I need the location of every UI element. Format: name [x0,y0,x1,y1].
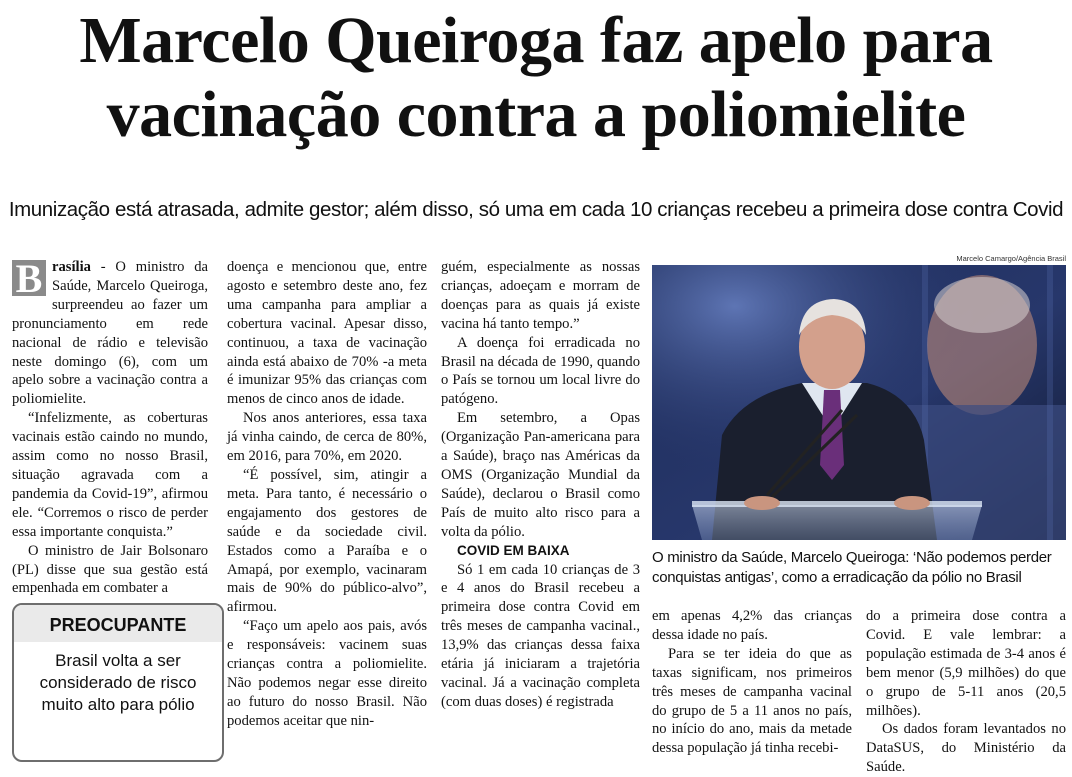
article-column-2 [227,258,427,731]
paragraph: Os dados foram levantados no DataSUS, do Ministério da Saúde. [866,721,1066,776]
paragraph: do a primeira dose contra a Covid. E vale lembrar: a população estimada de 3-4 anos é bem menor (5,9 milhões) do que o grupo de 5-11 anos (20,5 milhões). [866,608,1066,719]
section-heading: COVID EM BAIXA [457,542,570,558]
sidebar-box [12,603,224,762]
paragraph: doença e mencionou que, entre agosto e setembro deste ano, fez uma campanha para ampliar a cobertura vacinal. Apesar disso, continuou, a taxa de vacinação ainda está abaixo de 70% -a meta é imunizar 95% das crianças com menos de cinco anos de idade. [227,259,427,408]
paragraph: em apenas 4,2% das crianças dessa idade no país. [652,608,852,643]
photo-minister [652,265,1066,540]
paragraph: “É possível, sim, atingir a meta. Para tanto, é necessário o engajamento dos gestores de saúde e da sociedade civil. Estados como a Paraíba e o Amapá, por exemplo, vacinaram mais de 90% do público-alvo”, afirmou. [227,466,427,616]
photo-caption: O ministro da Saúde, Marcelo Queiroga: ‘Não podemos perder conquistas antigas’, como a erradicação da pólio no Brasil [652,549,1052,586]
paragraph: Só 1 em cada 10 crianças de 3 e 4 anos do Brasil recebeu a primeira dose contra Covid em três meses de campanha vacinal., 13,9% das crianças dessa faixa etária já iniciaram a trajetória vacinal. Já a vacinação completa (com duas doses) é registrada [441,561,640,710]
article-column-4 [652,607,852,758]
paragraph: O ministro de Jair Bolsonaro (PL) disse que sua gestão está empenhada em combater a [12,542,208,597]
photo-credit: Marcelo Camargo/Agência Brasil [956,254,1066,263]
drop-cap: B [12,260,46,296]
headline-line-2: vacinação contra a poliomielite [106,78,966,151]
sidebar-text: Brasil volta a ser considerado de risco muito alto para pólio [39,651,197,714]
paragraph: “Faço um apelo aos pais, avós e responsáveis: vacinem suas crianças contra a poliomielite. Não podemos negar esse direito ao futuro do nosso Brasil. Não podemos aceitar que nin- [227,618,427,729]
paragraph: guém, especialmente as nossas crianças, adoeçam e morram de doenças para as quais já existe vacina há tanto tempo.” [441,259,640,332]
headline [0,4,1072,152]
subheadline: Imunização está atrasada, admite gestor; além disso, só uma em cada 10 crianças recebeu a primeira dose contra Covid [8,198,1064,221]
paragraph: A doença foi erradicada no Brasil na década de 1990, quando o País se tornou um local livre do patógeno. [441,334,640,408]
lead-paragraph [12,258,208,409]
paragraph: “Infelizmente, as coberturas vacinais estão caindo no mundo, assim como no nosso Brasil, situação agravada com a pandemia da Covid-19”, afirmou ele. “Corremos o risco de perder essa importante conquista.” [12,410,208,540]
photo-image [652,265,1066,540]
sidebar-title: PREOCUPANTE [14,605,222,642]
article-column-1 [12,258,208,598]
article-column-5 [866,607,1066,777]
lead-text: - O ministro da Saúde, Marcelo Queiroga, surpreendeu ao fazer um pronunciamento em rede nacional de rádio e televisão neste domingo (6), com um apelo sobre a vacinação contra a poliomielite. [12,259,208,408]
paragraph: Nos anos anteriores, essa taxa já vinha caindo, de cerca de 80%, em 2016, para 70%, em 2020. [227,410,427,465]
dateline: rasília [52,259,91,275]
paragraph: Em setembro, a Opas (Organização Pan-americana para a Saúde), braço nas Américas da OMS (Organização Mundial da Saúde), declarou o Brasil como País de muito alto risco para a volta da pólio. [441,410,640,540]
paragraph: Para se ter ideia do que as taxas significam, nos primeiros três meses de campanha vacinal do grupo de 5 a 11 anos no país, no início do ano, mais da metade dessa população já tinha recebi- [652,645,852,757]
headline-line-1: Marcelo Queiroga faz apelo para [79,4,993,77]
article-column-3 [441,258,640,712]
